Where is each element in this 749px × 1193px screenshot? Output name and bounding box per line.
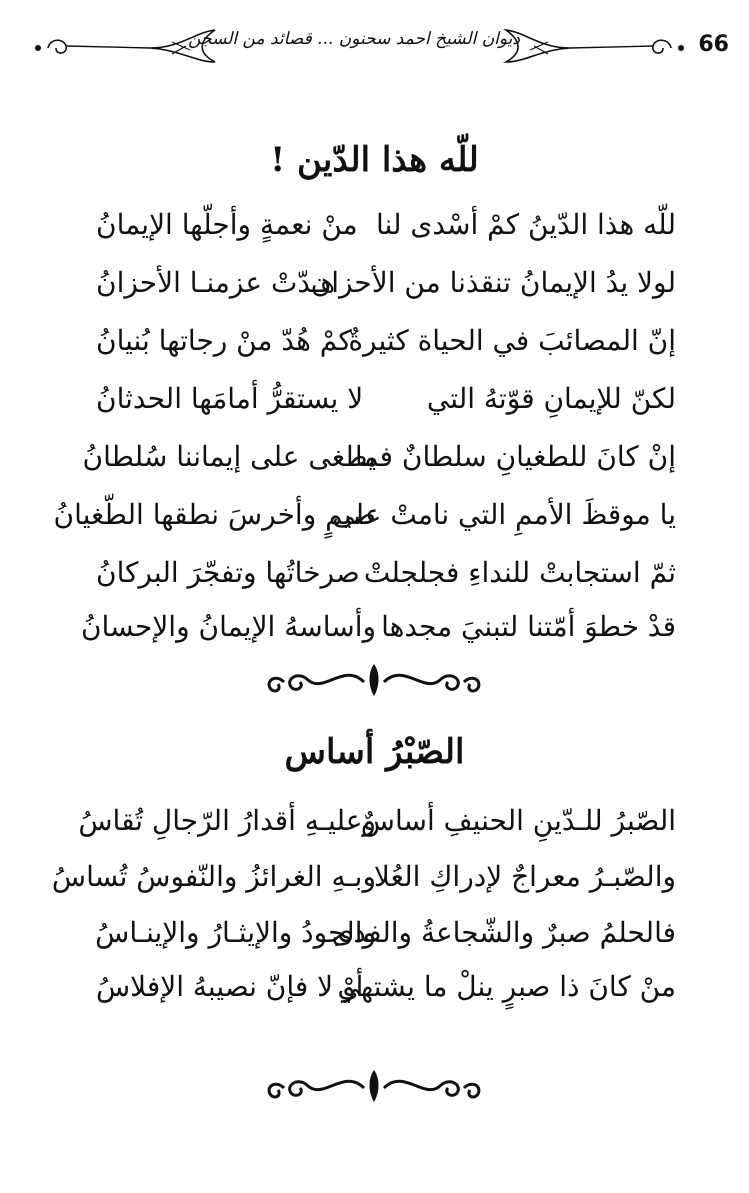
verse-second-hemistich: والجودُ والإيثـارُ والإينـاسُ xyxy=(95,916,376,949)
verse-second-hemistich: لا يستقرُّ أمامَها الحدثانُ xyxy=(96,382,364,415)
verse xyxy=(96,258,676,308)
verse-second-hemistich: كمْ هُدّ منْ رجاتها بُنيانُ xyxy=(96,324,352,357)
verse-second-hemistich: وعليـهِ أقدارُ الرّجالِ تُقاسُ xyxy=(78,804,376,837)
poem-title: الصّبْرُ أساس xyxy=(284,732,465,772)
verse-second-hemistich: يطغى على إيماننا سُلطانُ xyxy=(82,440,376,473)
verse-first-hemistich: قدْ خطوَ أمّتنا لتبنيَ مجدها xyxy=(381,610,676,643)
verse-second-hemistich: هـدّتْ عزمنـا الأحزانُ xyxy=(96,266,336,299)
verse-first-hemistich: إنّ المصائبَ في الحياة كثيرةٌ xyxy=(348,324,676,357)
verse xyxy=(96,548,676,598)
section-divider-ornament-icon xyxy=(264,660,484,700)
verse xyxy=(96,374,676,424)
verse-first-hemistich: ثمّ استجابتْ للنداءِ فجلجلتْ xyxy=(363,556,676,589)
page-number: 66 xyxy=(698,32,729,57)
verse-second-hemistich: وبـهِ الغرائزُ والنّفوسُ تُساسُ xyxy=(51,860,376,893)
verse-first-hemistich: فالحلمُ صبرٌ والشّجاعةُ والفدى xyxy=(331,916,676,949)
running-header xyxy=(0,18,749,78)
verse xyxy=(78,796,676,846)
verse-first-hemistich: لكنّ للإيمانِ قوّتهُ التي xyxy=(426,382,676,415)
verse-first-hemistich: إنْ كانَ للطغيانِ سلطانٌ فما xyxy=(354,440,676,473)
verse-second-hemistich: منْ نعمةٍ وأجلّها الإيمانُ xyxy=(96,208,358,241)
verse-first-hemistich: منْ كانَ ذا صبرٍ ينلْ ما يشتهي xyxy=(337,970,676,1003)
verse-first-hemistich: يا موقظَ الأممِ التي نامتْ على xyxy=(332,498,676,531)
running-title: ديوان الشيخ احمد سحنون ... قصائد من السجن xyxy=(188,29,520,49)
verse xyxy=(82,432,676,482)
verse xyxy=(51,852,676,902)
verse xyxy=(53,490,676,540)
verse-second-hemistich: أوْ لا فإنّ نصيبهُ الإفلاسُ xyxy=(96,970,364,1003)
verse xyxy=(96,200,676,250)
verse xyxy=(80,602,676,652)
section-divider-ornament-icon xyxy=(264,1066,484,1106)
verse-second-hemistich: ضيمٍ وأخرسَ نطقها الطّغيانُ xyxy=(53,498,376,531)
poem-title: للّه هذا الدّين ! xyxy=(270,140,479,180)
verse xyxy=(96,962,676,1012)
verse-first-hemistich: للّه هذا الدّينُ كمْ أسْدى لنا xyxy=(375,208,676,241)
verse-first-hemistich: لولا يدُ الإيمانُ تنقذنا من الأحزان xyxy=(310,266,676,299)
verse xyxy=(96,316,676,366)
verse-first-hemistich: والصّبـرُ معراجٌ لإدراكِ العُلا xyxy=(373,860,676,893)
verse xyxy=(96,908,676,958)
verse-second-hemistich: صرخاتُها وتفجّرَ البركانُ xyxy=(96,556,360,589)
verse-first-hemistich: الصّبرُ للـدّينِ الحنيفِ أساسٌ xyxy=(360,804,676,837)
verse-second-hemistich: وأساسهُ الإيمانُ والإحسانُ xyxy=(80,610,376,643)
